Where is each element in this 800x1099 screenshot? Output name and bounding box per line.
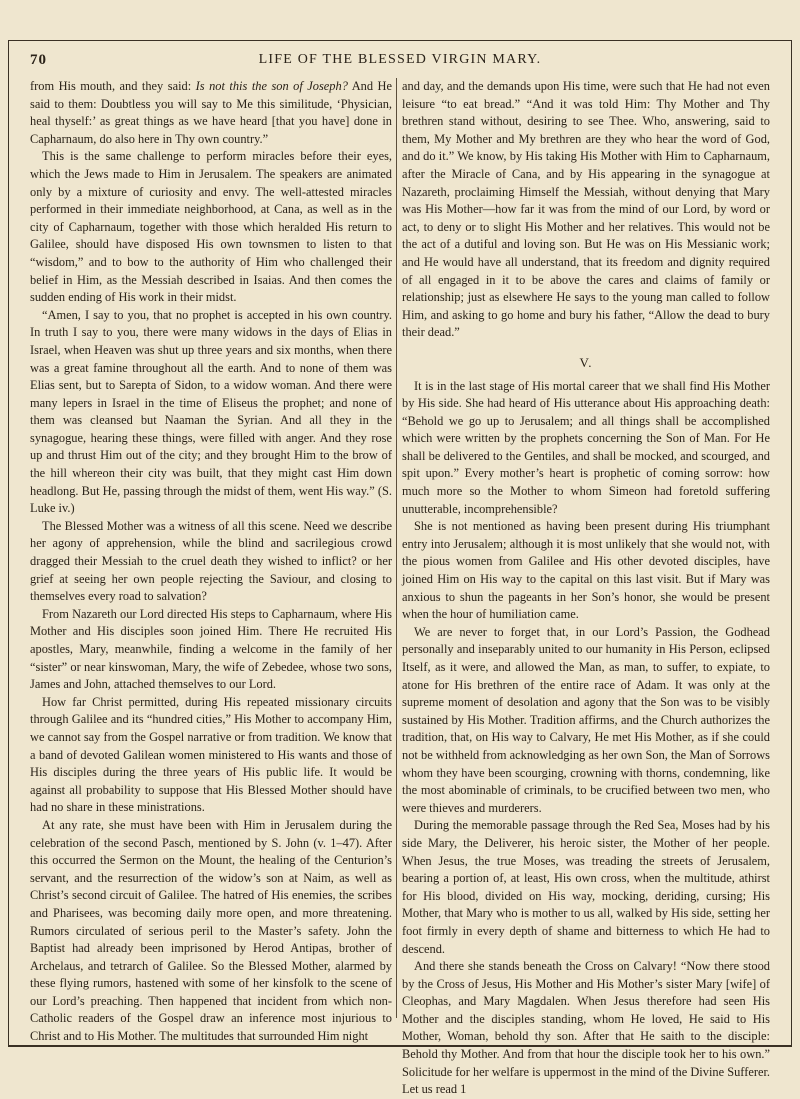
column-divider — [396, 78, 397, 1018]
paragraph: She is not mentioned as having been present during His triumphant entry into Jerusalem; although it is most unlikely that she would not, with the pious women from Galilee and His other devoted disciples, have joined Him on His way to the capital on this last visit. But if Mary was anxious to shun the pageants in her Son’s honor, she would be present when the hour of humiliation came. — [402, 519, 770, 622]
section-heading: V. — [579, 354, 593, 370]
paragraph: From Nazareth our Lord directed His steps to Capharnaum, where His Mother and His disciples soon joined Him. There He recruited His apostles, Mary, meanwhile, finding a welcome in the family of her “sister” or near kinswoman, Mary, the wife of Zebedee, whose two sons, James and John, attached themselves to our Lord. — [30, 606, 392, 692]
paragraph-text: And He said to them: Doubtless you will say to Me this similitude, ‘Physician, heal thyself:’ as great things as we have heard [that you have] done in Capharnaum, do also here in Thy own country.” — [30, 79, 392, 146]
paragraph: It is in the last stage of His mortal career that we shall find His Mother by His side. She had heard of His utterance about His approaching death: “Behold we go up to Jerusalem; and all things shall be accomplished which were written by the prophets concerning the Son of Man. For He shall be delivered to the Gentiles, and shall be mocked, and scourged, and spit upon.” Every mother’s heart is prophetic of coming sorrow: how much more so the Mother to whom Simeon had foretold suffering unutterable, incomprehensible? — [402, 378, 770, 516]
paragraph — [30, 78, 392, 148]
page-header — [30, 52, 770, 74]
left-column — [30, 78, 392, 1046]
paragraph: How far Christ permitted, during His repeated missionary circuits through Galilee and its “hundred cities,” His Mother to accompany Him, we cannot say from the Gospel narrative or from tradition. We know that a band of devoted Galilean women ministered to His wants and those of His disciples during the three years of His public life. It would be against all probability to suppose that His Blessed Mother should have had no share in these ministrations. — [30, 694, 392, 815]
italic-quote: Is not this the son of Joseph? — [195, 79, 348, 93]
paragraph: During the memorable passage through the Red Sea, Moses had by his side Mary, the Deliverer, his heroic sister, the Mother of her people. When Jesus, the true Moses, was treading the streets of Jerusalem, bearing a portion of, at least, His own cross, when the multitude, athirst for His blood, divided on His way, mocking, deriding, cursing; His Mother, that Mary who is mother to us all, walked by His side, setting her foot firmly in every depth of shame and bitterness to which He had to descend. — [402, 818, 770, 956]
paragraph: At any rate, she must have been with Him in Jerusalem during the celebration of the second Pasch, mentioned by S. John (v. 1–47). After this occurred the Sermon on the Mount, the healing of the Centurion’s servant, and the resurrection of the widow’s son at Naim, as well as Christ’s second circuit of Galilee. The hatred of His enemies, the scribes and Pharisees, was becoming daily more open, and more threatening. Rumors circulated of serious peril to the Master’s safety. John the Baptist had already been imprisoned by Herod Antipas, brother of Archelaus, and tetrarch of Galilee. So the Blessed Mother, alarmed by these flying rumors, hastened with some of her kinsfolk to the scene of our Lord’s preaching. Then happened that incident from which non-Catholic readers of the Gospel draw an inference most injurious to Christ and to His Mother. The multitudes that surrounded Him night — [30, 817, 392, 1044]
paragraph: “Amen, I say to you, that no prophet is accepted in his own country. In truth I say to you, there were many widows in the days of Elias in Israel, when Heaven was shut up three years and six months, when there was a great famine throughout all the earth. And to none of them was Elias sent, but to Sarepta of Sidon, to a widow woman. And there were many lepers in Israel in the time of Eliseus the prophet; and none of them was cleansed but Naaman the Syrian. And all they in the synagogue, hearing these things, were filled with anger. And they rose up and thrust Him out of the city; and they brought Him to the brow of the hill whereon their city was built, that they might cast Him down headlong. But He, passing through the midst of them, went His way.” (S. Luke iv.) — [30, 307, 392, 516]
right-column — [402, 78, 770, 1099]
running-title: LIFE OF THE BLESSED VIRGIN MARY. — [258, 52, 542, 67]
paragraph: and day, and the demands upon His time, were such that He had not even leisure “to eat bread.” “And it was told Him: Thy Mother and Thy brethren stand without, desiring to see Thee. Who, answering, said to them, My Mother and My brethren are they who hear the word of God, and do it.” We know, by His taking His Mother with Him to Capharnaum, after the Miracle of Cana, and by His appearing in the synagogue at Nazareth, proclaiming Himself the Messiah, without denying that Mary was His Mother—how far it was from the mind of our Lord, by word or act, to deny or to slight His Mother and her relatives. This would not be the act of a dutiful and loving son. But He was on His Messianic work; and He would have all understand, that its freedom and dignity required of all engaged in it to be above the cares and claims of family or relationship; just as elsewhere He says to the young man called to follow Him, and asking to go home and bury his father, “Allow the dead to bury their dead.” — [402, 79, 770, 340]
paragraph: We are never to forget that, in our Lord’s Passion, the Godhead personally and inseparably united to our humanity in His Person, eclipsed Itself, as it were, and allowed the Man, as man, to suffer, to expiate, to atone for His brethren of the entire race of Adam. It was only at the supreme moment of desolation and agony that the Son was to be visibly sustained by His Mother. Tradition affirms, and the Church authorizes the tradition, that, on His way to Calvary, He met His Mother, as if she could not be withheld from acknowledging as her own Son, the Man of Sorrows whom they have been scourging, crowning with thorns, condemning, like the most abominable of criminals, to be crucified between two men, who were thieves and murderers. — [402, 624, 770, 815]
paragraph: The Blessed Mother was a witness of all this scene. Need we describe her agony of apprehension, while the blind and sacrilegious crowd dragged their Messiah to the cruel death they wished to inflict? or her grief at seeing her own people rejecting the Saviour, and closing to themselves every road to salvation? — [30, 518, 392, 604]
paragraph-text: from His mouth, and they said: — [30, 79, 196, 93]
paragraph: And there she stands beneath the Cross on Calvary! “Now there stood by the Cross of Jesus, His Mother and His Mother’s sister Mary [wife] of Cleophas, and Mary Magdalen. When Jesus therefore had seen His Mother and the disciples standing, whom He loved, He said to His Mother, Woman, behold thy son. After that He saith to the disciple: Behold thy Mother. And from that hour the disciple took her to his own.” Solicitude for her welfare is uppermost in the mind of the Divine Sufferer. Let us read 1 — [402, 959, 770, 1097]
paragraph: This is the same challenge to perform miracles before their eyes, which the Jews made to Him in Jerusalem. The speakers are animated only by a mixture of curiosity and envy. The well-attested miracles performed in their immediate neighborhood, at Cana, as well as in the city of Capharnaum, together with those which heralded His return to Galilee, should have disposed His own townsmen to listen to that “wisdom,” and to bow to the authority of Him who challenged their belief in Him, as the Messiah described in Isaias. And then comes the sudden ending of His work in their midst. — [30, 149, 392, 305]
page-number: 70 — [30, 52, 47, 68]
